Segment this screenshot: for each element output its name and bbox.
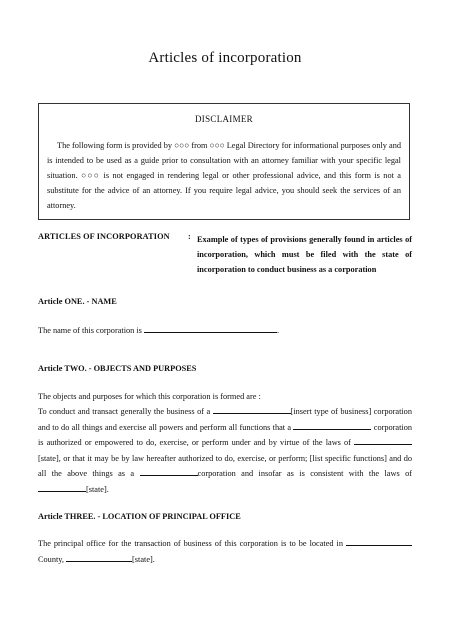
article-two-text-6: [state].	[86, 484, 109, 494]
article-two-intro: The objects and purposes for which this corporation is formed are :	[38, 392, 261, 401]
articles-heading-label: ARTICLES OF INCORPORATION	[38, 232, 170, 241]
article-two-title: Article TWO. - OBJECTS AND PURPOSES	[38, 364, 197, 373]
article-three-paragraph	[38, 536, 412, 567]
article-three-text-2: County,	[38, 554, 64, 564]
document-title: Articles of incorporation	[148, 50, 302, 66]
corporation-type-blank[interactable]	[293, 421, 371, 430]
article-two-text-2: [insert type of business] corporation and to do all things and exercise all powers and perform all functions that a	[38, 407, 412, 432]
business-type-blank[interactable]	[213, 405, 291, 414]
state-laws-blank[interactable]	[354, 436, 412, 445]
state-blank[interactable]	[38, 483, 86, 492]
article-two-paragraph	[38, 404, 412, 497]
article-one-period: .	[277, 326, 280, 335]
article-two-text-5: corporation and insofar as is consistent with the laws of	[197, 469, 412, 478]
disclaimer-text: The following form is provided by ○○○ from ○○○ Legal Directory for informational purposes only and is intended to be used as a guide prior to consultation with an attorney familiar with your specific legal situation. ○○○ is not engaged in rendering legal or other professional advice, and this form is not a substitute for the advice of an attorney. If you require legal advice, you should seek the services of an attorney.	[47, 141, 401, 210]
article-three-text-1: The principal office for the transaction of business of this corporation is to be located in	[38, 539, 344, 548]
disclaimer-box	[38, 103, 410, 220]
article-one-paragraph	[38, 323, 412, 339]
office-state-blank[interactable]	[66, 553, 132, 562]
article-three-title: Article THREE. - LOCATION OF PRINCIPAL OFFICE	[38, 512, 241, 521]
disclaimer-heading: DISCLAIMER	[194, 114, 253, 124]
article-three-text-3: [state].	[132, 554, 155, 564]
articles-heading-description: Example of types of provisions generally found in articles of incorporation, which must be filed with the state of incorporation to conduct business as a corporation	[197, 235, 412, 274]
corporation-kind-blank[interactable]	[140, 467, 198, 476]
article-one-text: The name of this corporation is	[38, 326, 142, 335]
county-blank[interactable]	[346, 537, 412, 546]
articles-heading-colon: :	[188, 232, 191, 241]
article-two-text-3: corporation is authorized or empowered to do, exercise, or perform under and by virtue of the laws of	[38, 422, 413, 447]
article-two-text-1: To conduct and transact generally the business of a	[38, 407, 211, 416]
article-two-text-4: [state], or that it may be by law hereafter authorized to do, exercise, or perform; [list specific functions] and do all the above things as a	[38, 453, 412, 478]
corporation-name-blank[interactable]	[144, 324, 280, 335]
article-one-title: Article ONE. - NAME	[38, 297, 117, 306]
